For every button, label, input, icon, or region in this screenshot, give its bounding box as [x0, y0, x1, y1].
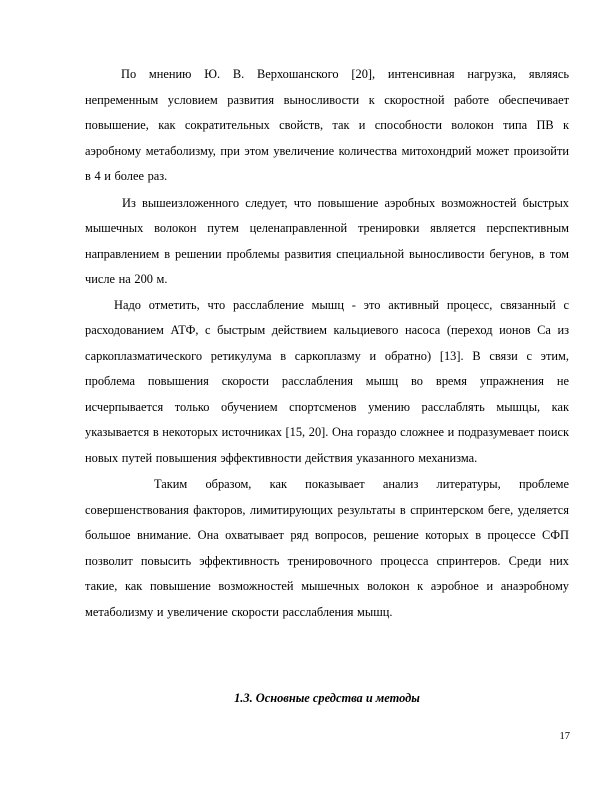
paragraph: Из вышеизложенного следует, что повышение аэробных возможностей быстрых мышечных волокон путем целенаправленной тренировки является перспективным направлением в решении проблемы развития специальной выносливости бегунов, в том числе на 200 м. [85, 195, 569, 286]
page-number: 17 [559, 731, 570, 742]
paragraph: По мнению Ю. В. Верхошанского [20], интенсивная нагрузка, являясь непременным условием развития выносливости к скоростной работе обеспечивает повышение, как сократительных свойств, так и способности волокон типа ПВ к аэробному метаболизму, при этом увеличение количества митохондрий может произойти в 4 и более раз. [85, 67, 569, 183]
paragraph: Таким образом, как показывает анализ литературы, проблеме совершенствования факторов, лимитирующих результаты в спринтерском беге, уделяется большое внимание. Она охватывает ряд вопросов, решение которых в процессе СФП позволит повысить эффективность тренировочного процесса спринтеров. Среди них такие, как повышение возможностей мышечных волокон к аэробное и анаэробному метаболизму и увеличение скорости расслабления мышц. [85, 477, 569, 619]
body-text [85, 62, 569, 625]
paragraph: Надо отметить, что расслабление мышц - это активный процесс, связанный с расходованием АТФ, с быстрым действием кальциевого насоса (переход ионов Ca из саркоплазматического ретикулума в саркоплазму и обратно) [13]. В связи с этим, проблема повышения скорости расслабления мышц во время упражнения не исчерпывается только обучением спортсменов умению расслаблять мышцы, как указывается в некоторых источниках [15, 20]. Она гораздо сложнее и подразумевает поиск новых путей повышения эффективности действия указанного механизма. [85, 297, 569, 465]
section-heading: 1.3. Основные средства и методы [234, 691, 420, 705]
